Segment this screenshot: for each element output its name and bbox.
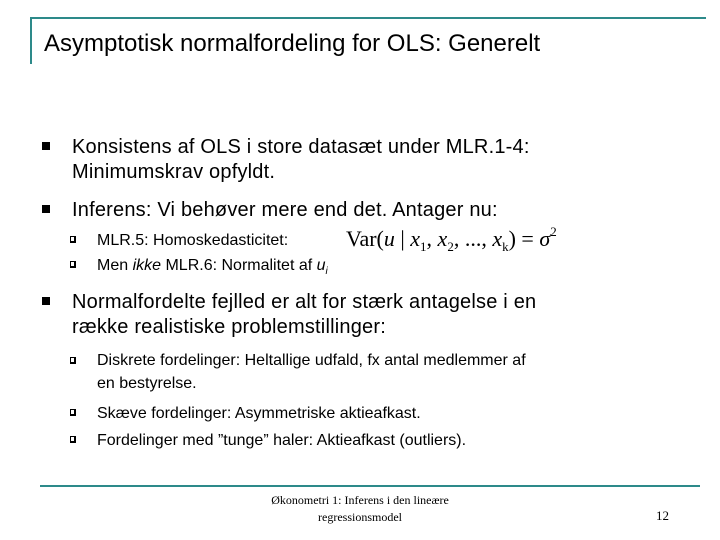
bullet-marker xyxy=(42,142,50,150)
bullet-2-text: Inferens: Vi behøver mere end det. Antager nu: xyxy=(72,199,498,221)
sub-bullet-normality: Men ikke MLR.6: Normalitet af $u_i$ xyxy=(97,257,328,278)
sub-bullet-marker xyxy=(70,261,76,268)
sub-bullet-heavy-tails: Fordelinger med ”tunge” haler: Aktieafkast (outliers). xyxy=(97,432,467,449)
sub-bullet-skewed: Skæve fordelinger: Asymmetriske aktieafkast. xyxy=(97,405,421,422)
variance-formula: Var(u | $x_1$, $x_2$, ..., $x_k) = \sigma^2$ xyxy=(346,224,557,254)
sub-bullet-marker xyxy=(70,436,76,443)
footer-line-1: Økonometri 1: Inferens i den lineære xyxy=(271,493,449,507)
slide-title: Asymptotisk normalfordeling for OLS: Generelt xyxy=(44,30,541,57)
sub-bullet-discrete-line-1: Diskrete fordelinger: Heltallige udfald, fx antal medlemmer af xyxy=(97,352,526,369)
sub-bullet-marker xyxy=(70,409,76,416)
bullet-1-line-2: Minimumskrav opfyldt. xyxy=(72,161,276,183)
sub-bullet-marker xyxy=(70,357,76,364)
bullet-3-line-1: Normalfordelte fejlled er alt for stærk antagelse i en xyxy=(72,291,537,313)
bullet-marker xyxy=(42,205,50,213)
sub-bullet-discrete-line-2: en bestyrelse. xyxy=(97,375,197,392)
footer-line-2: regressionsmodel xyxy=(318,510,402,524)
footer-divider xyxy=(40,485,700,487)
bullet-3-line-2: række realistiske problemstillinger: xyxy=(72,316,386,338)
sub-bullet-homoskedasticity: MLR.5: Homoskedasticitet: xyxy=(97,232,289,249)
bullet-marker xyxy=(42,297,50,305)
footer-course-title xyxy=(240,492,480,526)
sub-bullet-marker xyxy=(70,236,76,243)
bullet-1-line-1: Konsistens af OLS i store datasæt under MLR.1-4: xyxy=(72,136,530,158)
page-number: 12 xyxy=(656,508,669,523)
